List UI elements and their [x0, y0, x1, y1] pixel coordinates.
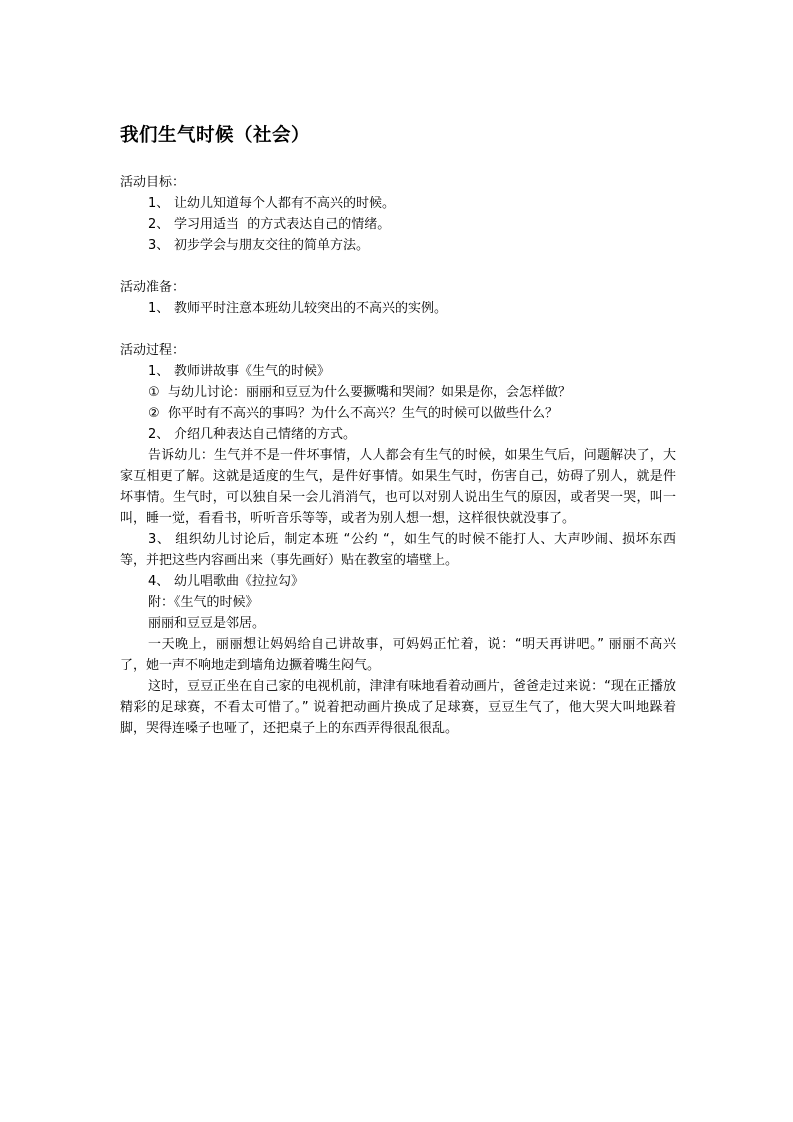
process-step-2	[120, 424, 676, 445]
prep-number: 1、	[148, 301, 170, 316]
goal-item-1	[120, 193, 676, 214]
goals-heading: 活动目标：	[120, 175, 186, 190]
document-body	[120, 122, 676, 739]
step-number: 4、	[148, 574, 170, 589]
sub-text: 与幼儿讨论：丽丽和豆豆为什么要撅嘴和哭闹？如果是你，会怎样做？	[168, 385, 572, 400]
step-text: 教师讲故事《生气的时候》	[174, 364, 331, 379]
prep-text: 教师平时注意本班幼儿较突出的不高兴的实例。	[174, 301, 448, 316]
goal-text: 学习用适当 的方式表达自己的情绪。	[174, 217, 391, 232]
process-step-1	[120, 361, 676, 382]
step-number: 2、	[148, 427, 170, 442]
process-heading: 活动过程：	[120, 343, 186, 358]
sub-number: ①	[148, 385, 160, 400]
prep-item-1	[120, 298, 676, 319]
spacer	[120, 319, 676, 340]
step-text: 介绍几种表达自己情绪的方式。	[174, 427, 357, 442]
process-sub-2	[120, 403, 676, 424]
sub-text: 你平时有不高兴的事吗？为什么不高兴？生气的时候可以做些什么？	[168, 406, 559, 421]
story-heading: 附：《生气的时候》	[148, 595, 259, 610]
process-tell-paragraph: 告诉幼儿：生气并不是一件坏事情，人人都会有生气的时候，如果生气后，问题解决了，大家互相更了解。这就是适度的生气，是件好事情。如果生气时，伤害自己，妨碍了别人，就是件坏事情。生气时，可以独自呆一会儿消消气，也可以对别人说出生气的原因，或者哭一哭，叫一叫，睡一觉，看看书，听听音乐等等，或者为别人想一想，这样很快就没事了。	[120, 448, 676, 526]
goal-text: 初步学会与朋友交往的简单方法。	[174, 238, 370, 253]
step-text: 幼儿唱歌曲《拉拉勾》	[174, 574, 305, 589]
process-step-4	[120, 571, 676, 592]
process-step-3: 3、 组织幼儿讨论后，制定本班 “公约 “，如生气的时候不能打人、大声吵闹、损坏东西等，并把这些内容画出来（事先画好）贴在教室的墙壁上。	[120, 532, 676, 568]
goal-text: 让幼儿知道每个人都有不高兴的时候。	[174, 196, 396, 211]
goal-number: 1、	[148, 196, 170, 211]
sub-number: ②	[148, 406, 160, 421]
spacer	[120, 256, 676, 277]
goal-item-2	[120, 214, 676, 235]
story-paragraph-1: 丽丽和豆豆是邻居。	[148, 616, 266, 631]
story-paragraph-3: 这时，豆豆正坐在自己家的电视机前，津津有味地看着动画片，爸爸走过来说：“现在正播放精彩的足球赛，不看太可惜了。” 说着把动画片换成了足球赛，豆豆生气了，他大哭大叫地跺着脚，哭得连嗓子也哑了，还把桌子上的东西弄得很乱很乱。	[120, 679, 676, 736]
story-paragraph-2: 一天晚上，丽丽想让妈妈给自己讲故事，可妈妈正忙着，说：“明天再讲吧。” 丽丽不高兴了，她一声不响地走到墙角边撅着嘴生闷气。	[120, 637, 676, 673]
goal-number: 2、	[148, 217, 170, 232]
goal-number: 3、	[148, 238, 170, 253]
process-sub-1	[120, 382, 676, 403]
goal-item-3	[120, 235, 676, 256]
prep-heading: 活动准备：	[120, 280, 186, 295]
step-number: 1、	[148, 364, 170, 379]
document-title: 我们生气时候（社会）	[120, 125, 311, 146]
